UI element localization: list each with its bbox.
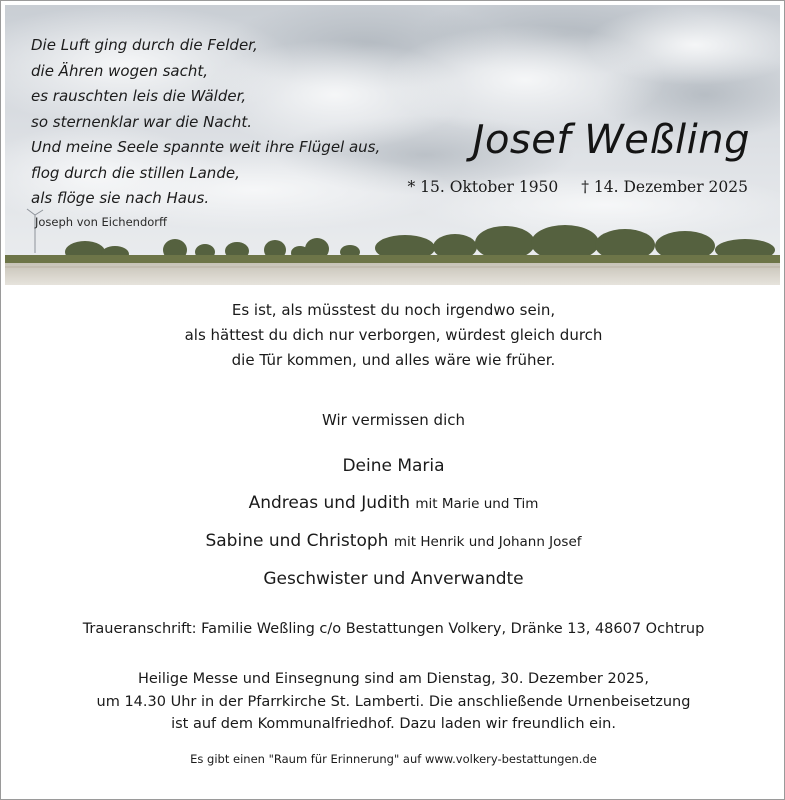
poem-line: Die Luft ging durch die Felder, <box>31 36 258 54</box>
mourners-list <box>1 448 785 598</box>
mourner-main: Sabine und Christoph <box>205 531 389 551</box>
missing-line: Wir vermissen dich <box>322 411 465 429</box>
poem <box>31 33 380 212</box>
mourner-main: Geschwister und Anverwandte <box>263 569 524 589</box>
quote-line: als hättest du dich nur verborgen, würdest gleich durch <box>184 326 603 344</box>
poem-line: so sternenklar war die Nacht. <box>31 112 252 131</box>
poem-author: Joseph von Eichendorff <box>35 215 167 229</box>
memorial-footer: Es gibt einen "Raum für Erinnerung" auf www.volkery-bestattungen.de <box>190 752 597 766</box>
mourning-address: Traueranschrift: Familie Weßling c/o Bestattungen Volkery, Dränke 13, 48607 Ochtrup <box>82 621 705 637</box>
life-dates <box>407 178 748 196</box>
mourner-entry <box>1 485 785 523</box>
funeral-details <box>1 668 785 736</box>
poem-line: die Ähren wogen sacht, <box>31 61 209 80</box>
mourner-main: Andreas und Judith <box>248 493 410 513</box>
funeral-line: um 14.30 Uhr in der Pfarrkirche St. Lamberti. Die anschließende Urnenbeisetzung <box>96 693 691 710</box>
mourner-extra: mit Marie und Tim <box>415 496 539 512</box>
funeral-line: ist auf dem Kommunalfriedhof. Dazu laden wir freundlich ein. <box>171 716 616 732</box>
memorial-quote <box>1 298 785 373</box>
birth-date: * 15. Oktober 1950 <box>407 178 559 196</box>
death-date: † 14. Dezember 2025 <box>581 178 748 196</box>
poem-line: als flöge sie nach Haus. <box>31 189 210 207</box>
mourner-entry <box>1 561 785 598</box>
mourner-entry <box>1 523 785 561</box>
mourner-main: Deine Maria <box>342 456 445 476</box>
mourner-extra: mit Henrik und Johann Josef <box>393 534 582 550</box>
quote-line: Es ist, als müsstest du noch irgendwo sein, <box>231 301 556 319</box>
mourner-entry <box>1 448 785 485</box>
quote-line: die Tür kommen, und alles wäre wie früher. <box>231 351 556 369</box>
poem-line: es rauschten leis die Wälder, <box>31 87 247 105</box>
deceased-name: Josef Weßling <box>472 117 750 163</box>
poem-line: Und meine Seele spannte weit ihre Flügel aus, <box>31 138 381 156</box>
poem-line: flog durch die stillen Lande, <box>31 163 240 182</box>
landscape-photo <box>5 5 780 285</box>
funeral-line: Heilige Messe und Einsegnung sind am Dienstag, 30. Dezember 2025, <box>137 671 650 687</box>
